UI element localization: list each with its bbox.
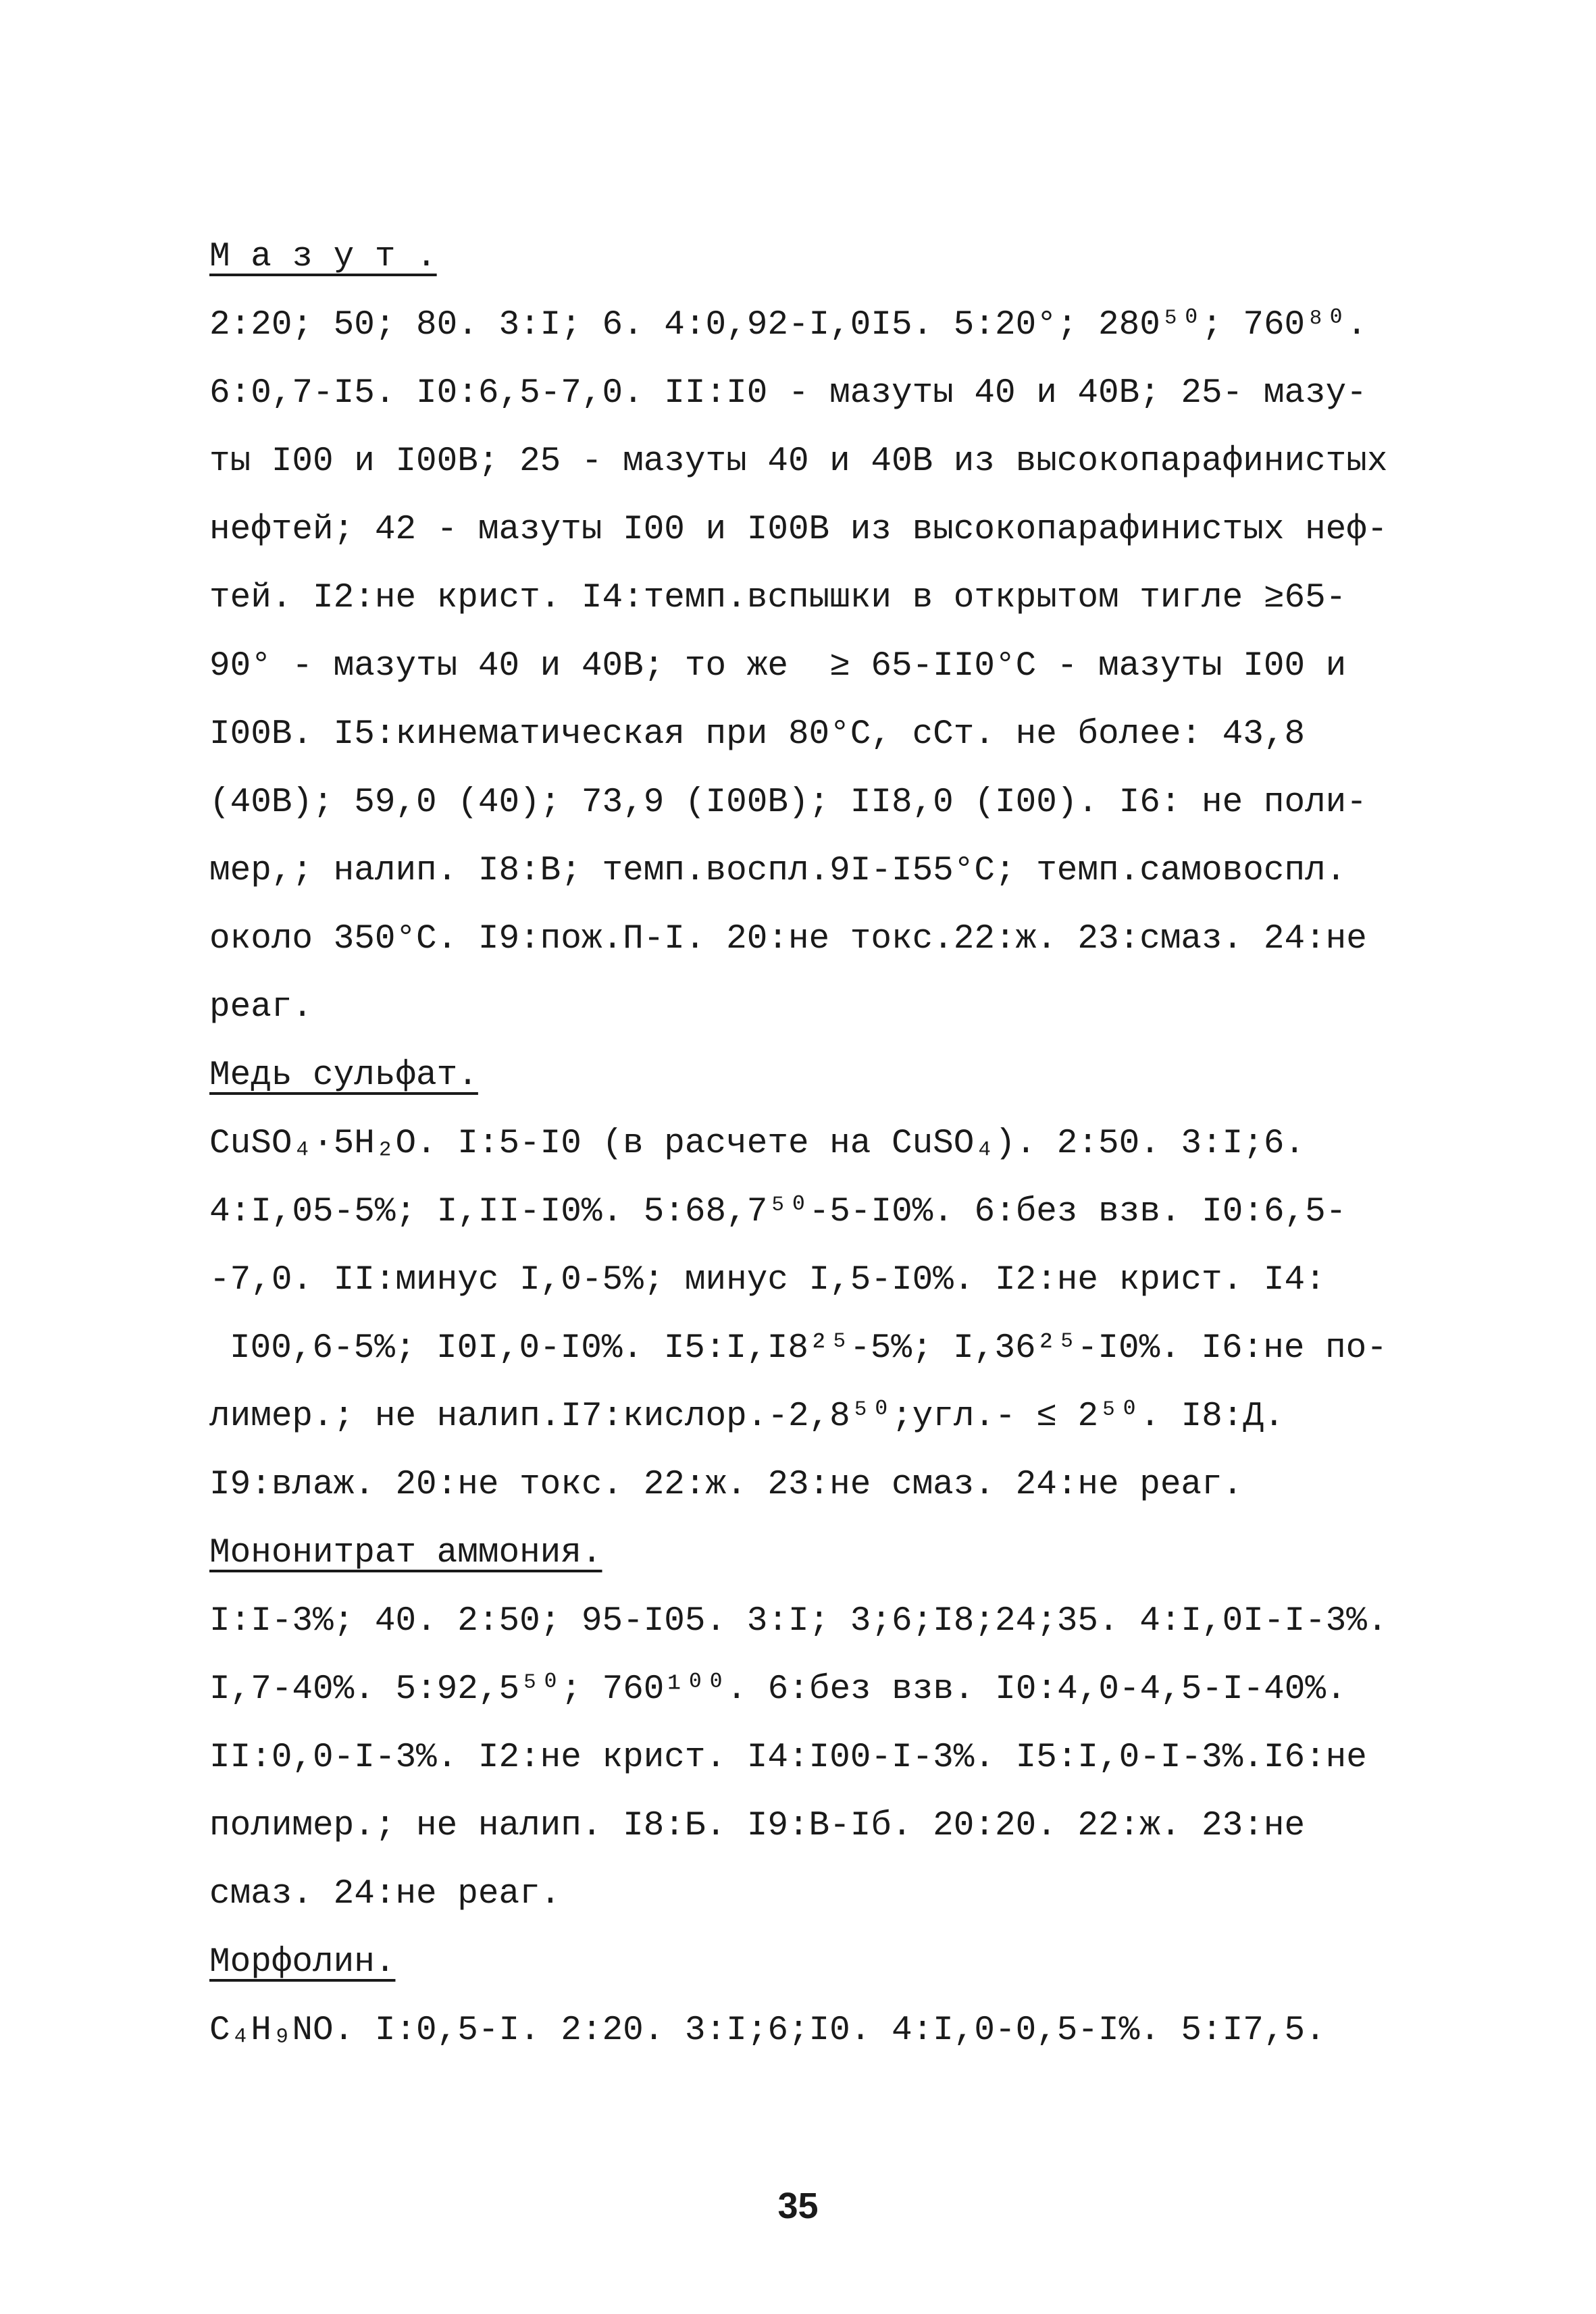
text-line: 6:0,7-I5. I0:6,5-7,0. II:I0 - мазуты 40 и 40В; 25- мазу- (209, 374, 1367, 413)
section-heading: Мононитрат аммония. (209, 1534, 602, 1572)
text-line: II:0,0-I-3%. I2:не крист. I4:I00-I-3%. I5:I,0-I-3%.I6:не (209, 1739, 1367, 1777)
text-line: смаз. 24:не реаг. (209, 1875, 561, 1913)
text-line: I:I-3%; 40. 2:50; 95-I05. 3:I; 3;6;I8;24;35. 4:I,0I-I-3%. (209, 1602, 1388, 1641)
text-line: полимер.; не налип. I8:Б. I9:В-Iб. 20:20. 22:ж. 23:не (209, 1807, 1306, 1845)
document-body (209, 223, 1459, 2065)
text-line: 90° - мазуты 40 и 40В; то же ≥ 65-II0°С - мазуты I00 и (209, 647, 1347, 686)
text-line: нефтей; 42 - мазуты I00 и I00В из высокопарафинистых неф- (209, 511, 1388, 549)
text-line: тей. I2:не крист. I4:темп.вспышки в открытом тигле ≥65- (209, 579, 1347, 617)
text-line: реаг. (209, 988, 313, 1027)
section-heading: Морфолин. (209, 1943, 396, 1982)
text-line: CuSO₄·5H₂O. I:5-I0 (в расчете на CuSO₄). 2:50. 3:I;6. (209, 1125, 1306, 1163)
text-line: (40В); 59,0 (40); 73,9 (I00В); II8,0 (I00). I6: не поли- (209, 783, 1367, 822)
text-line: 4:I,05-5%; I,II-I0%. 5:68,7⁵⁰-5-I0%. 6:без взв. I0:6,5- (209, 1193, 1347, 1231)
text-line: I9:влаж. 20:не токс. 22:ж. 23:не смаз. 24:не реаг. (209, 1466, 1243, 1504)
text-line: I00В. I5:кинематическая при 80°С, сСт. не более: 43,8 (209, 715, 1306, 754)
text-line: лимер.; не налип.I7:кислор.-2,8⁵⁰;угл.- ≤ 2⁵⁰. I8:Д. (209, 1397, 1285, 1436)
text-line: ты I00 и I00В; 25 - мазуты 40 и 40В из высокопарафинистых (209, 442, 1388, 481)
text-line: I00,6-5%; I0I,0-I0%. I5:I,I8²⁵-5%; I,36²⁵-I0%. I6:не по- (230, 1329, 1387, 1368)
text-line: около 350°С. I9:пож.П-I. 20:не токс.22:ж. 23:смаз. 24:не (209, 920, 1367, 958)
text-line: I,7-40%. 5:92,5⁵⁰; 760¹⁰⁰. 6:без взв. I0:4,0-4,5-I-40%. (209, 1670, 1347, 1709)
text-line: мер,; налип. I8:В; темп.воспл.9I-I55°С; темп.самовоспл. (209, 852, 1347, 890)
text-line: C₄H₉NO. I:0,5-I. 2:20. 3:I;6;I0. 4:I,0-0,5-I%. 5:I7,5. (209, 2011, 1326, 2050)
text-line: -7,0. II:минус I,0-5%; минус I,5-I0%. I2:не крист. I4: (209, 1261, 1326, 1300)
section-heading: Медь сульфат. (209, 1056, 478, 1095)
page-number: 35 (777, 2186, 819, 2226)
section-heading: М а з у т . (209, 238, 437, 276)
text-line: 2:20; 50; 80. 3:I; 6. 4:0,92-I,0I5. 5:20°; 280⁵⁰; 760⁸⁰. (209, 306, 1368, 344)
